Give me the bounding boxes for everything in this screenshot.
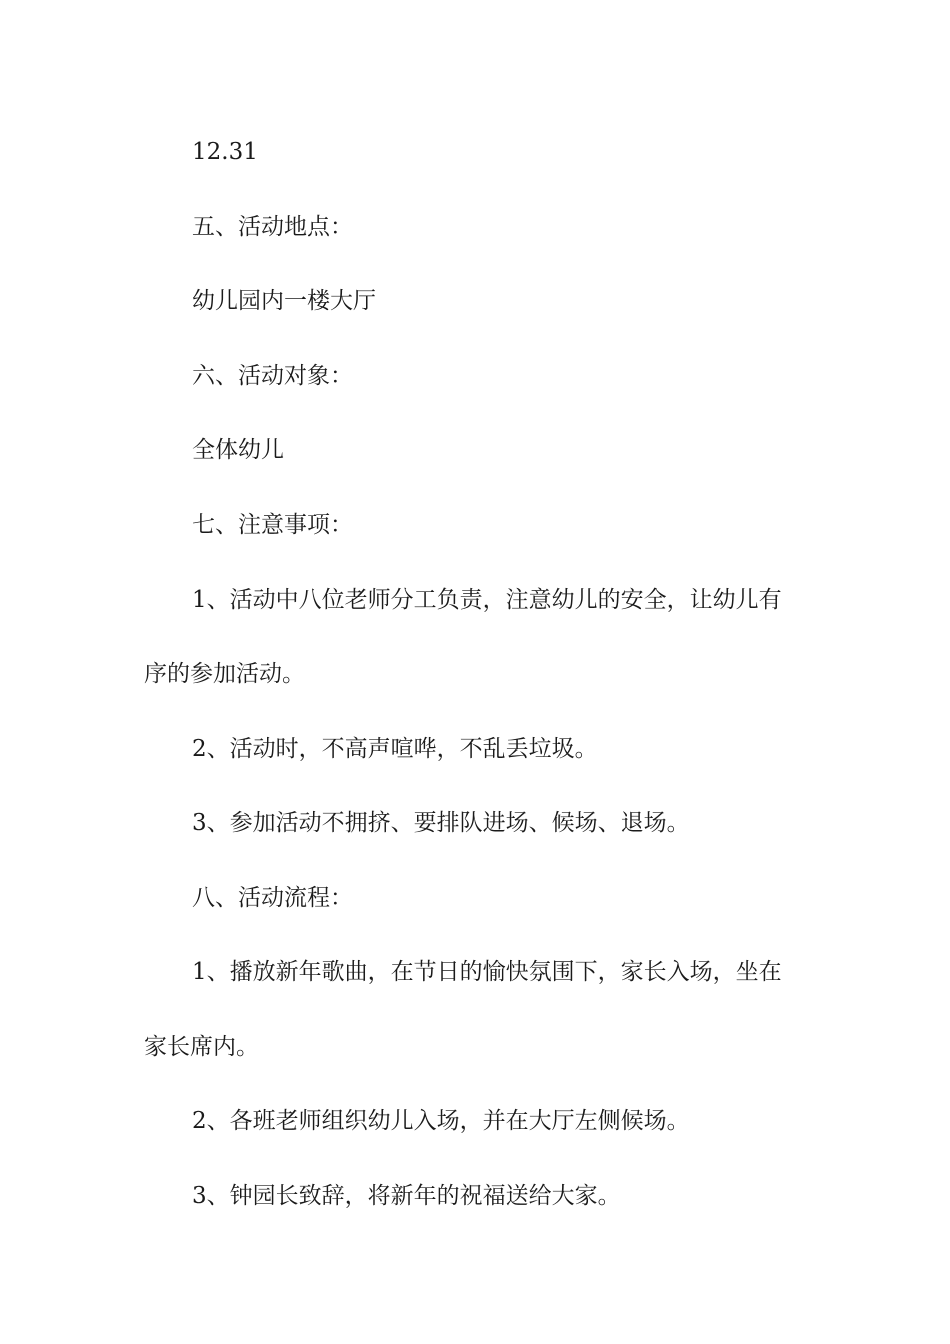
date-text: 12.31 xyxy=(192,139,258,165)
process-item-1: 1、播放新年歌曲，在节日的愉快氛围下，家长入场，坐在 xyxy=(192,959,782,985)
note-item-3: 3、参加活动不拥挤、要排队进场、候场、退场。 xyxy=(192,810,690,836)
note-item-1: 1、活动中八位老师分工负责，注意幼儿的安全，让幼儿有 xyxy=(192,587,782,613)
note-item-2: 2、活动时，不高声喧哗，不乱丢垃圾。 xyxy=(192,736,598,762)
audience-text: 全体幼儿 xyxy=(192,437,284,463)
section-heading-audience: 六、活动对象： xyxy=(192,363,353,389)
section-heading-location: 五、活动地点： xyxy=(192,214,353,240)
process-item-1-continued: 家长席内。 xyxy=(144,1034,259,1060)
note-item-1-continued: 序的参加活动。 xyxy=(144,661,305,687)
location-text: 幼儿园内一楼大厅 xyxy=(192,288,376,314)
process-item-2: 2、各班老师组织幼儿入场，并在大厅左侧候场。 xyxy=(192,1108,690,1134)
process-item-3: 3、钟园长致辞，将新年的祝福送给大家。 xyxy=(192,1183,621,1209)
section-heading-process: 八、活动流程： xyxy=(192,885,353,911)
section-heading-notes: 七、注意事项： xyxy=(192,512,353,538)
